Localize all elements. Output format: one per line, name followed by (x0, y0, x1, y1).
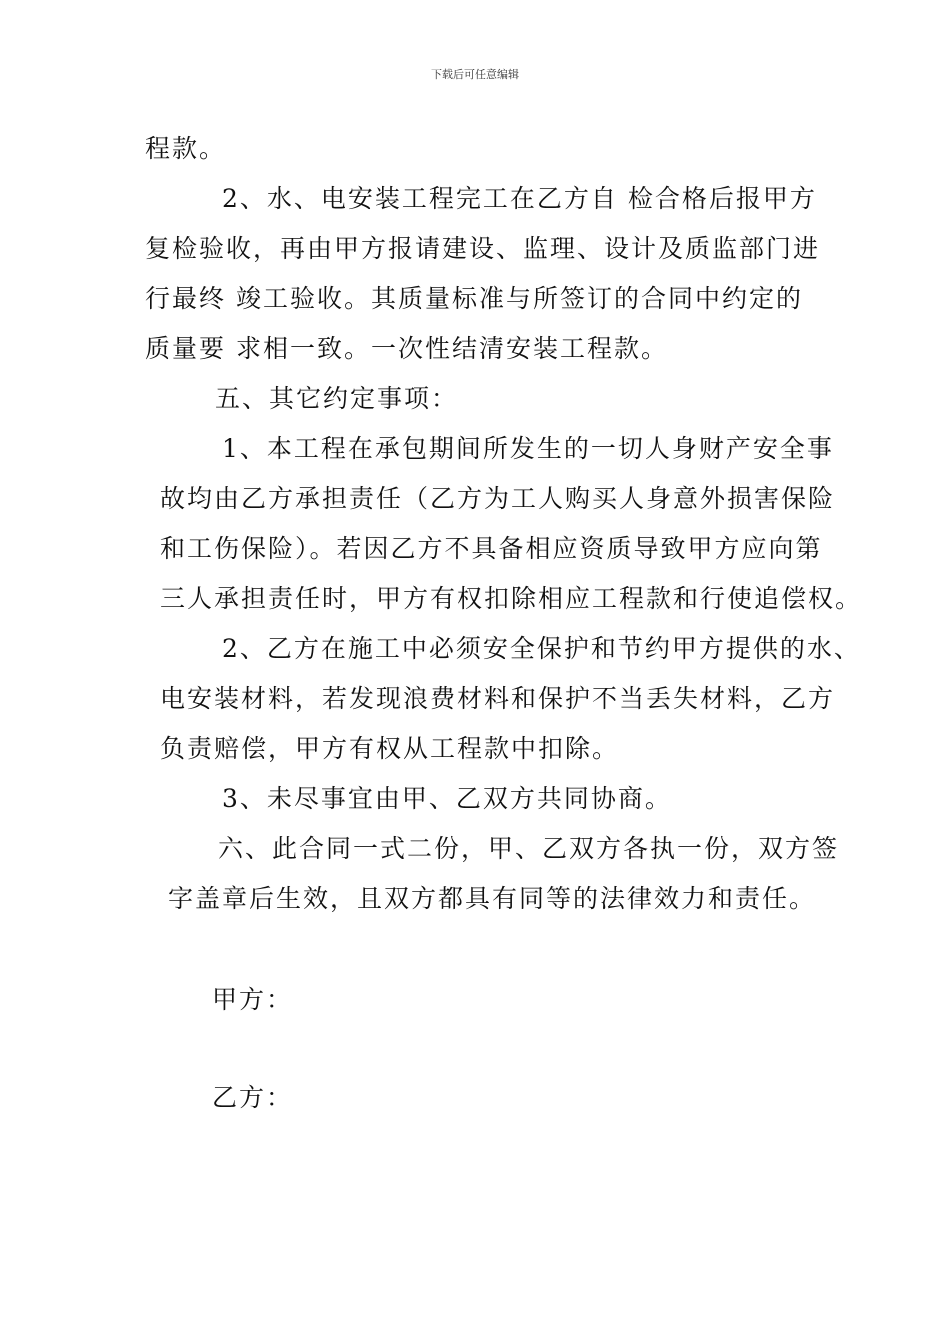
signature-party-a: 甲方： (212, 985, 294, 1014)
text-line: 质量要 求相一致。一次性结清安装工程款。 (145, 334, 668, 363)
signature-party-b: 乙方： (212, 1083, 294, 1112)
text-line: 复检验收，再由甲方报请建设、监理、设计及质监部门进 (145, 234, 821, 263)
text-line: 2、乙方在施工中必须安全保护和节约甲方提供的水、 (222, 634, 861, 663)
text-line: 电安装材料，若发现浪费材料和保护不当丢失材料，乙方 (160, 684, 836, 713)
text-line: 3、未尽事宜由甲、乙双方共同协商。 (222, 784, 672, 813)
text-line: 字盖章后生效，且双方都具有同等的法律效力和责任。 (168, 884, 817, 913)
text-line: 行最终 竣工验收。其质量标准与所签订的合同中约定的 (145, 284, 803, 313)
page-header: 下载后可任意编辑 (431, 68, 519, 81)
text-line: 1、本工程在承包期间所发生的一切人身财产安全事 (222, 434, 834, 463)
text-line: 和工伤保险）。若因乙方不具备相应资质导致甲方应向第 (160, 534, 823, 563)
section-heading: 五、其它约定事项： (215, 384, 459, 413)
text-line: 程款。 (145, 134, 227, 163)
text-line: 故均由乙方承担责任（乙方为工人购买人身意外损害保险 (160, 484, 836, 513)
text-line: 六、此合同一式二份，甲、乙双方各执一份，双方签 (218, 834, 840, 863)
text-line: 负责赔偿，甲方有权从工程款中扣除。 (160, 734, 620, 763)
text-line: 2、水、电安装工程完工在乙方自 检合格后报甲方 (222, 184, 817, 213)
text-line: 三人承担责任时，甲方有权扣除相应工程款和行使追偿权。 (160, 584, 863, 613)
